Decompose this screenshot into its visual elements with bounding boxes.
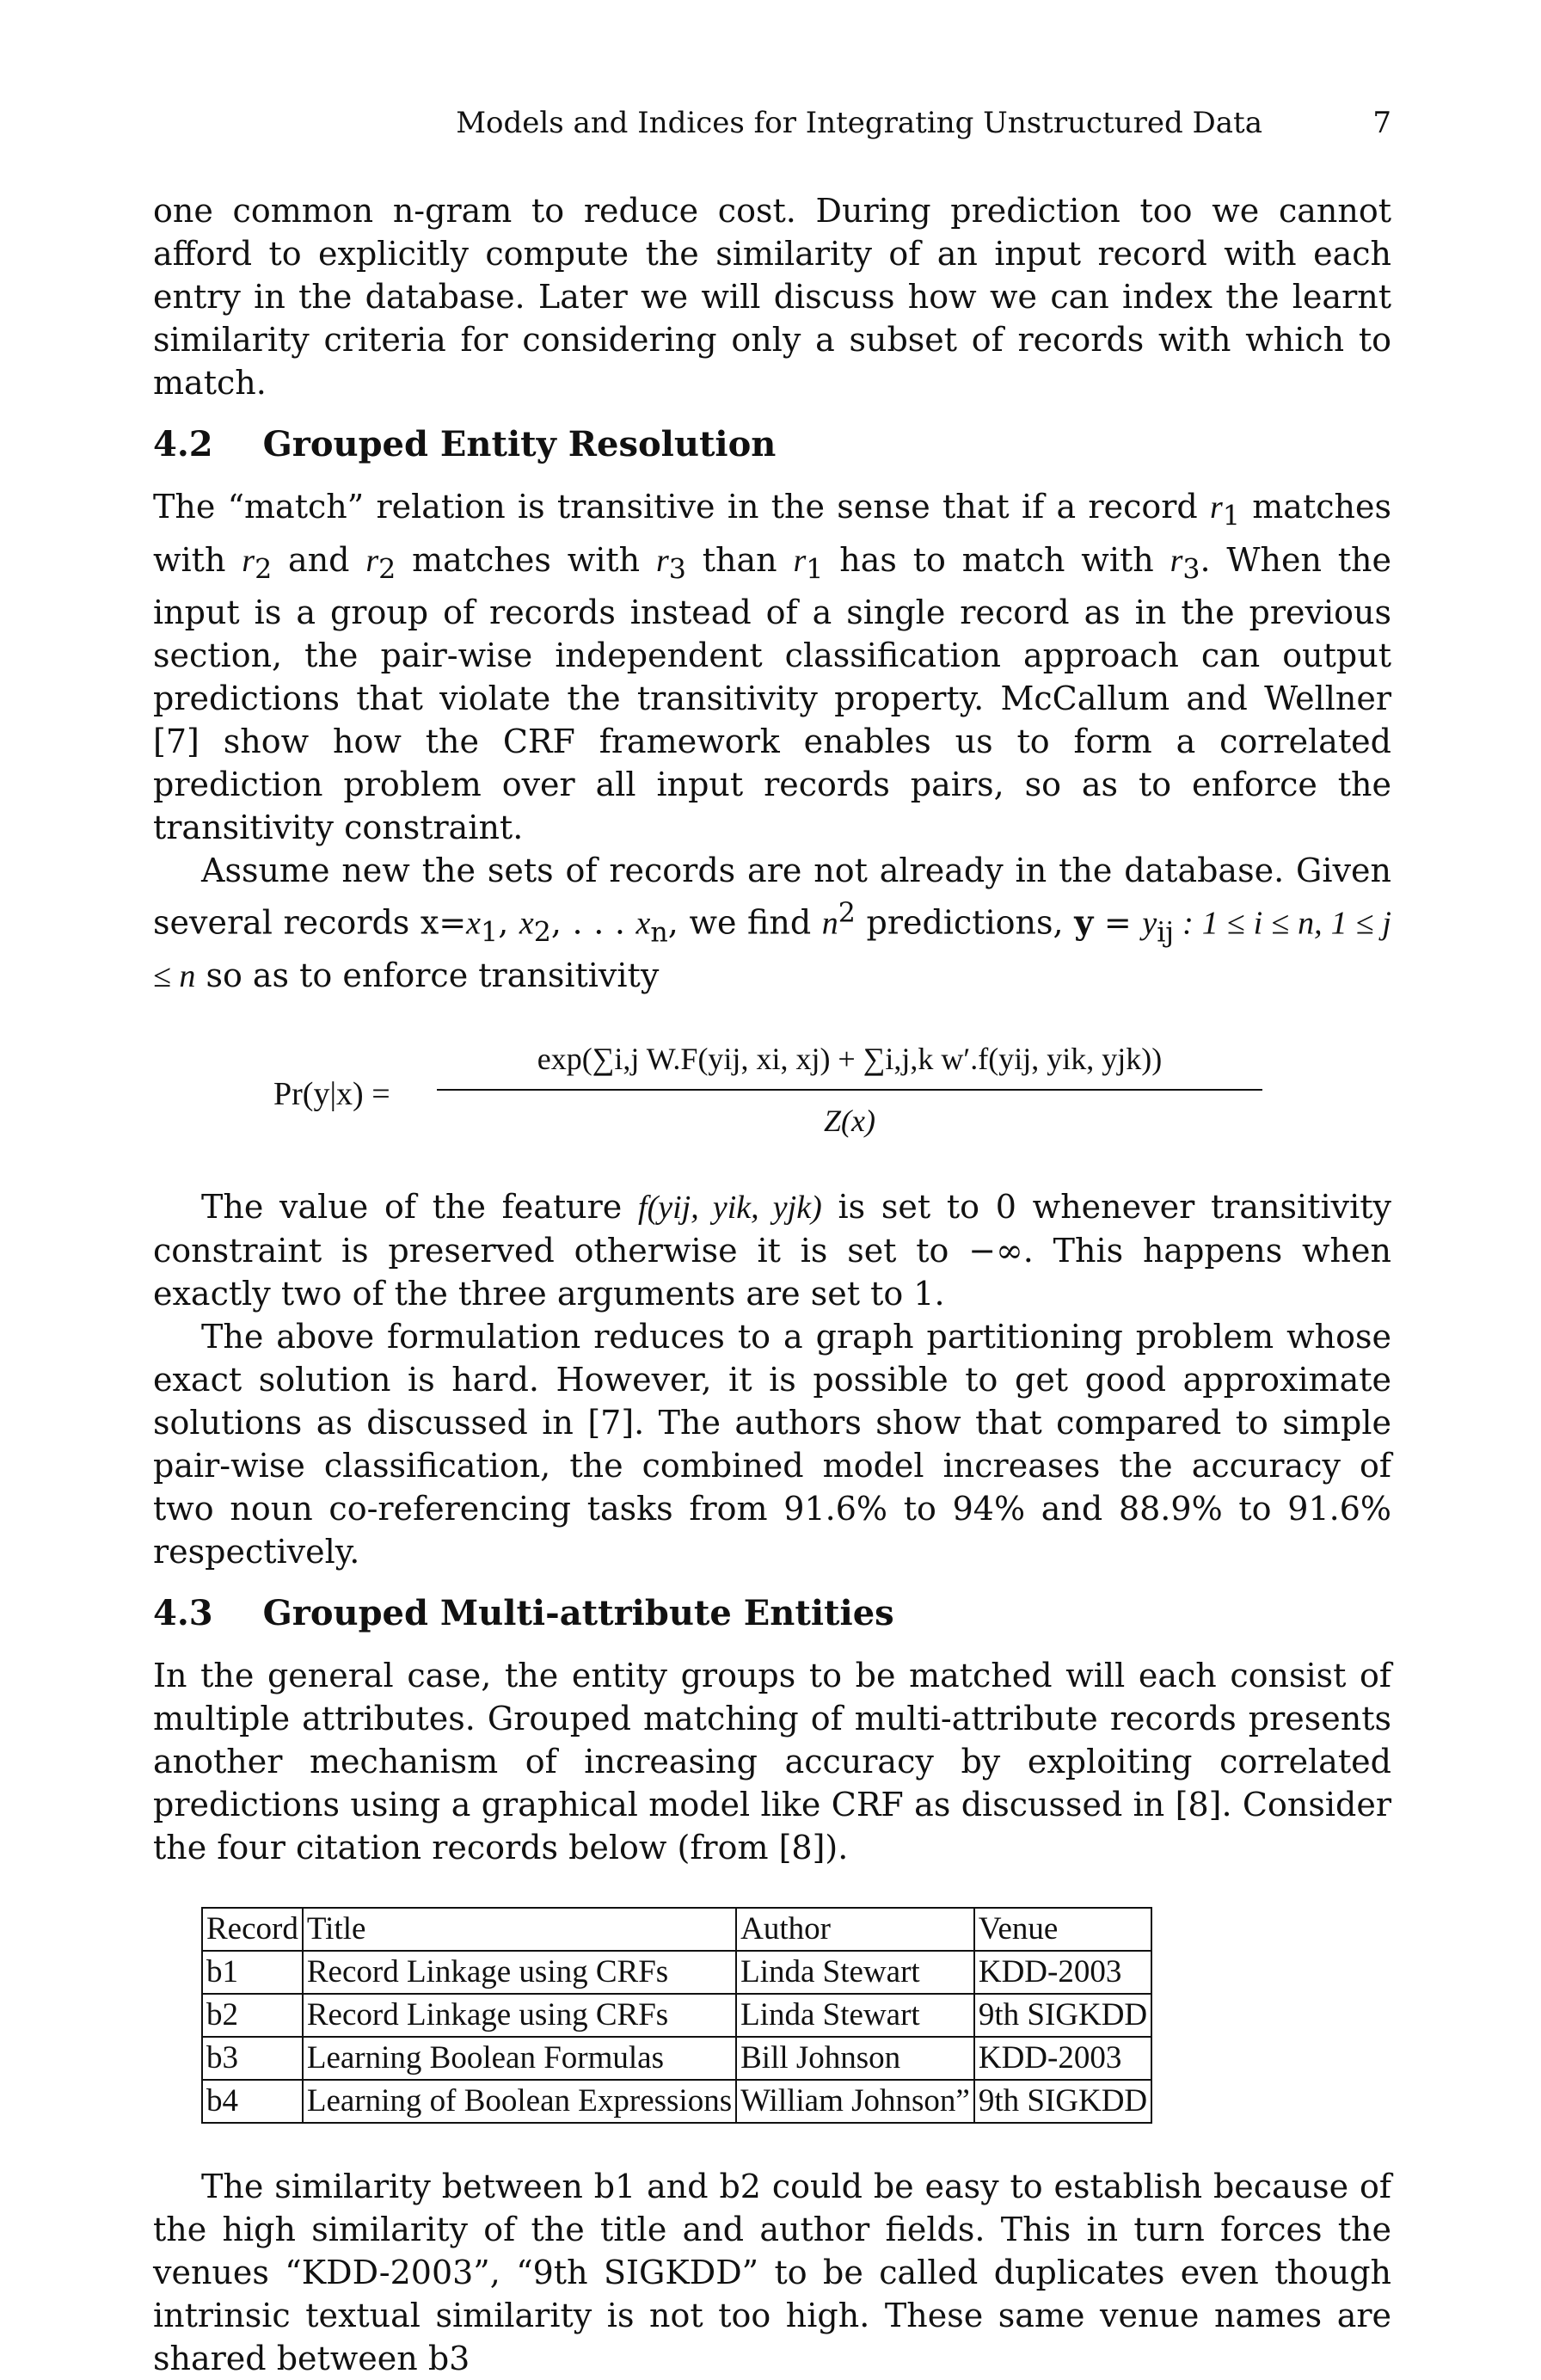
text-fragment: Assume new the sets of records are not already in the database. Given several records x= [153, 852, 1391, 942]
running-head [153, 101, 1391, 145]
table-cell: Record Linkage using CRFs [303, 1994, 736, 2037]
section-4-2-heading [153, 420, 1391, 470]
table-row [202, 1994, 1151, 2037]
table-header-cell: Author [736, 1908, 974, 1951]
table-cell: Learning Boolean Formulas [303, 2037, 736, 2080]
math-variable: r [793, 542, 807, 579]
math-subscript: 1 [481, 917, 499, 949]
table-cell: William Johnson” [736, 2080, 974, 2123]
text-fragment: = [1093, 903, 1143, 942]
text-fragment: and [272, 540, 366, 579]
section-4-3-paragraph-2: The similarity between b1 and b2 could be easy to establish because of the high similarity of the title and author fields. This in turn forces the venues “KDD-2003”, “9th SIGKDD” to be called duplicates even though intrinsic textual similarity is not too high. These same venue names are shared between b3 [153, 2168, 1391, 2378]
section-title: Grouped Multi-attribute Entities [262, 1593, 894, 1634]
table-cell: Linda Stewart [736, 1994, 974, 2037]
math-variable: x [466, 905, 482, 942]
section-number: 4.2 [153, 424, 213, 464]
math-subscript: n [650, 917, 668, 949]
math-variable: x [635, 905, 651, 942]
text-fragment: The “match” relation is transitive in the sense that if a record [153, 488, 1211, 526]
text-fragment: so as to enforce transitivity [195, 956, 660, 995]
math-variable: n [821, 905, 838, 942]
math-subscript: 1 [1222, 501, 1240, 532]
table-cell: b2 [202, 1994, 303, 2037]
math-subscript: 2 [378, 554, 396, 586]
math-subscript: 2 [533, 917, 551, 949]
table-cell: b4 [202, 2080, 303, 2123]
math-variable: y [1142, 905, 1157, 942]
text-fragment: The value of the feature [201, 1188, 639, 1227]
table-header-cell: Venue [974, 1908, 1151, 1951]
math-variable: r [655, 542, 669, 579]
equation-lhs: Pr(y|x) = [273, 1076, 390, 1113]
math-subscript: 2 [255, 554, 273, 586]
math-variable: r [242, 542, 255, 579]
table-cell: KDD-2003 [974, 2037, 1151, 2080]
opening-paragraph: one common n-gram to reduce cost. During prediction too we cannot afford to explicitly compute the similarity of an input record with each entry in the database. Later we will discuss how we can index the learnt similarity criteria for considering only a subset of records with which to match. [153, 192, 1391, 402]
text-fragment: matches with [153, 488, 1391, 579]
table-cell: KDD-2003 [974, 1951, 1151, 1994]
table-cell: Linda Stewart [736, 1951, 974, 1994]
section-4-2-paragraph-4: The above formulation reduces to a graph partitioning problem whose exact solution is hard. However, it is possible to get good approximate solutions as discussed in [7]. The authors show that compared to simple pair-wise classification, the combined model increases the accuracy of two noun co-referencing tasks from 91.6% to 94% and 88.9% to 91.6% respectively. [153, 1318, 1391, 1571]
table-row [202, 2080, 1151, 2123]
math-variable: r [365, 542, 379, 579]
text-fragment: , we find [667, 903, 822, 942]
text-fragment: than [685, 540, 794, 579]
table-row [202, 2037, 1151, 2080]
feature-expression: f(yij, yik, yjk) [638, 1190, 822, 1227]
table-header-row [202, 1908, 1151, 1951]
table-cell: b1 [202, 1951, 303, 1994]
math-variable: r [1210, 489, 1223, 526]
text-fragment: is set to 0 whenever transitivity constraint is preserved otherwise it is set to −∞. This happens when exactly two of the three arguments are set to 1. [153, 1188, 1391, 1313]
citation-records-table [201, 1907, 1152, 2124]
running-head-title: Models and Indices for Integrating Unstructured Data [456, 106, 1262, 140]
math-variable: r [1170, 542, 1183, 579]
equation-denominator: Z(x) [824, 1104, 875, 1139]
math-subscript: 3 [668, 554, 686, 586]
section-4-2-paragraph-1 [153, 485, 1391, 849]
table-cell: Bill Johnson [736, 2037, 974, 2080]
section-4-2-paragraph-2 [153, 849, 1391, 998]
text-fragment: has to match with [823, 540, 1170, 579]
table-cell: Record Linkage using CRFs [303, 1951, 736, 1994]
table-row [202, 1951, 1151, 1994]
equation-fraction [437, 1034, 1262, 1154]
math-vector: y [1074, 902, 1094, 942]
section-title: Grouped Entity Resolution [262, 424, 777, 464]
table-cell: 9th SIGKDD [974, 1994, 1151, 2037]
math-variable: x [519, 905, 534, 942]
main-content [153, 189, 1391, 2380]
probability-equation [153, 1034, 1391, 1154]
table-header-cell: Record [202, 1908, 303, 1951]
math-condition: : 1 ≤ i ≤ n, 1 ≤ j ≤ n [153, 905, 1391, 995]
section-number: 4.3 [153, 1593, 213, 1634]
math-subscript: 1 [806, 554, 824, 586]
text-fragment: predictions, [855, 903, 1075, 942]
math-superscript: 2 [838, 898, 856, 930]
text-fragment: , . . . [550, 903, 636, 942]
fraction-bar [437, 1089, 1262, 1091]
text-fragment: . When the input is a group of records instead of a single record as in the previous section, the pair-wise independent classification approach can output predictions that violate the transitivity property. McCallum and Wellner [7] show how the CRF framework enables us to form a correlated prediction problem over all input records pairs, so as to enforce the transitivity constraint. [153, 540, 1391, 847]
page-number: 7 [1372, 106, 1391, 140]
section-4-3-heading [153, 1589, 1391, 1639]
table-header-cell: Title [303, 1908, 736, 1951]
math-subscript: 3 [1182, 554, 1200, 586]
table-cell: 9th SIGKDD [974, 2080, 1151, 2123]
section-4-2-paragraph-3 [153, 1185, 1391, 1315]
text-fragment: , [498, 903, 519, 942]
text-fragment: matches with [396, 540, 656, 579]
section-4-3-paragraph-1: In the general case, the entity groups to be matched will each consist of multiple attributes. Grouped matching of multi-attribute records presents another mechanism of increasing accuracy by exploiting correlated predictions using a graphical model like CRF as discussed in [8]. Consider the four citation records below (from [8]). [153, 1657, 1391, 1867]
math-subscript: ij [1157, 917, 1175, 949]
table-cell: Learning of Boolean Expressions [303, 2080, 736, 2123]
table-cell: b3 [202, 2037, 303, 2080]
equation-numerator: exp(∑i,j W.F(yij, xi, xj) + ∑i,j,k w′.f(yij, yik, yjk)) [537, 1042, 1163, 1077]
